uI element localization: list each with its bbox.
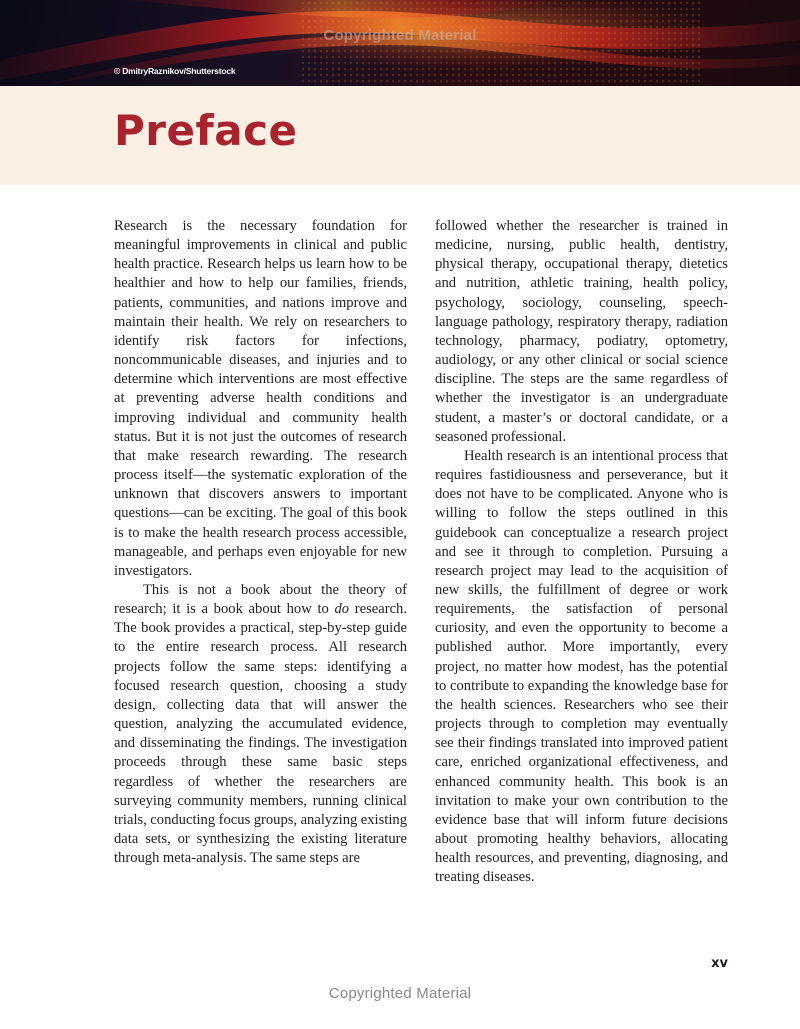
paragraph-text: This is not a book about the theory of research; it is a book about how to <box>114 581 407 618</box>
paragraph: followed whether the researcher is trained in medicine, nursing, public health, dentistry, physical therapy, occupational therapy, dietetics and nutrition, athletic training, health policy, psychology, sociology, counseling, speech-language pathology, respiratory therapy, radiation technology, pharmacy, podiatry, optometry, audiology, or any other clinical or social science discipline. The steps are the same regardless of whether the investigator is an undergraduate student, a master’s or doctoral candidate, or a seasoned professional. <box>435 218 728 445</box>
paragraph: Health research is an intentional process that requires fastidiousness and perseverance, but it does not have to be complicated. Anyone who is willing to follow the steps outlined in this guidebook can conceptualize a research project and see it through to completion. Pursuing a research project may lead to the acquisition of new skills, the fulfillment of degree or work requirements, the satisfaction of personal curiosity, and even the opportunity to become a published author. More importantly, every project, no matter how modest, has the potential to contribute to expanding the knowledge base for the health sciences. Researchers who see their projects through to completion may eventually see their findings translated into improved patient care, enriched organizational effectiveness, and enhanced community health. This book is an invitation to make your own contribution to the evidence base that will inform future decisions about promoting healthy behaviors, allocating health resources, and preventing, diagnosing, and treating diseases. <box>435 447 728 886</box>
page-title: Preface <box>114 106 298 155</box>
header-banner-image <box>0 0 800 86</box>
watermark-bottom: Copyrighted Material <box>328 985 472 1002</box>
paragraph-text: research. The book provides a practical, step-by-step guide to the entire research process. All research projects follow the same steps: identifying a focused research question, choosing a study design, collecting data that will answer the question, analyzing the accumulated evidence, and disseminating the findings. The investigation proceeds through these same basic steps regardless of whether the researchers are surveying community members, running clinical trials, conducting focus groups, analyzing existing data sets, or synthesizing the existing literature through meta-analysis. The same steps are <box>114 601 407 867</box>
paragraph <box>114 581 407 868</box>
watermark-top: Copyrighted Material <box>323 27 477 44</box>
page-number: xv <box>711 956 728 971</box>
paragraph: Research is the necessary foundation for meaningful improvements in clinical and public health practice. Research helps us learn how to be healthier and how to help our families, friends, patients, communities, and nations improve and maintain their health. We rely on researchers to identify risk factors for infections, noncommunicable diseases, and injuries and to determine which interventions are most effective at preventing adverse health conditions and improving individual and community health status. But it is not just the outcomes of research that make research rewarding. The research process itself—the systematic exploration of the unknown that discovers answers to important questions—can be exciting. The goal of this book is to make the health research process accessible, manageable, and perhaps even enjoyable for new investigators. <box>114 218 407 579</box>
emphasis-text: do <box>334 601 350 618</box>
left-column <box>114 217 407 868</box>
right-column <box>435 217 728 887</box>
photo-credit: © DmitryRaznikov/Shutterstock <box>114 66 236 76</box>
